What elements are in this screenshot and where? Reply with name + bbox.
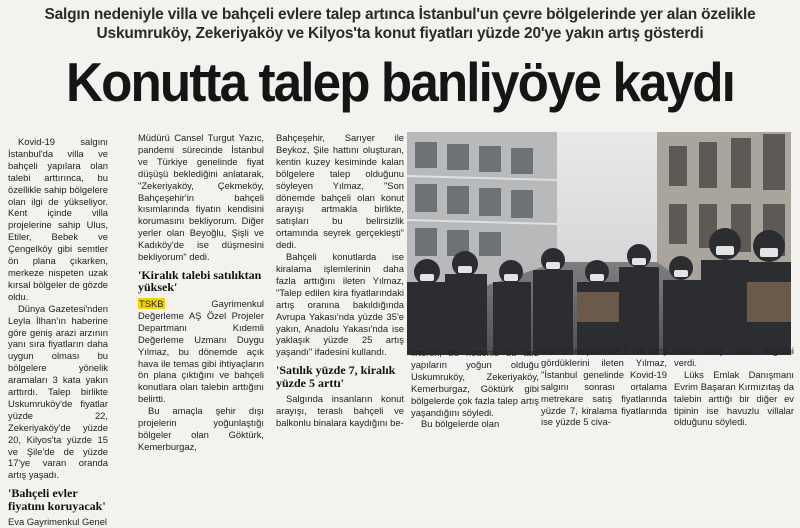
paragraph: Lüks Emlak Danışmanı Evrim Başaran Kırmızıtaş da talebin arttığı bir diğer ev tipinin ise havuzlu villalar olduğunu söyledi. — [674, 368, 794, 428]
paragraph: Müdürü Cansel Turgut Yazıc, pandemi sürecinde İstanbul ve Türkiye genelinde fiyat düşüşü beklediğini anlatarak, "Zekeriyaköy, Çekmeköy, Bahçeşehir'in bahçeli kısımlarında fiyatın kendisini korumasını bekliyorum. Diğer yerler olan Beyoğlu, Şişli ve Kadıköy'de ise düşmesini bekliyorum" dedi. — [138, 132, 264, 263]
paragraph: rında artış oldu" bilgisini verdi. — [674, 345, 794, 368]
street-crowd-photo — [407, 132, 791, 355]
paragraph: Salgında insanların konut arayışı, teraslı bahçeli ve balkonlu binalara kaydığını be- — [276, 393, 404, 429]
paragraph: Dünya Gazetesi'nden Leyla İlhan'ın haberine göre geniş arazi arzının yanı sıra fiyatların daha uygun olması bu bölgelere yönelik aramaları 3 kata yakın arttırdı. Talep birlikte Uskumruköy'de fiyatlar yüzde 22, Zekeriyaköy'de yüzde 20, Kilyos'ta yüzde 15 ve Şile'de de yüzde 17'ye varan oranda artış yaşadı. — [8, 302, 108, 481]
paragraph: arama taleplerinde 2 kat artış gördüklerini ileten Yılmaz, "İstanbul genelinde Kovid-19 salgını sonrası ortalama metrekare satış fiyatlarında yüzde 7, kiralama fiyatlarında ise yüzde 5 civa- — [541, 345, 667, 428]
column-2 — [138, 132, 264, 453]
paragraph: lirterek, bu nedenle bu tarz yapıların yoğun olduğu Uskumruköy, Zekeriyaköy, Kemerburgaz, Göktürk gibi bölgelerde çok fazla talep artış yaşandığını söyledi. — [411, 347, 539, 418]
paragraph: Bahçeli konutlarda ise kiralama işlemlerinin daha fazla arttığını ileten Yılmaz, "Talep edilen kira fiyatlarındaki artış oranına bakıldığında Avrupa Yakası'nda yüzde 35'e yakın, Anadolu Yakası'nda ise yaklaşık yüzde 25 artış yaşandı" ifadesini kullandı. — [276, 251, 404, 358]
subheadline-line-2: Uskumruköy, Zekeriyaköy ve Kilyos'ta konut fiyatları yüzde 20'ye yakın artış gösterdi — [96, 25, 704, 42]
paragraph: Bahçeşehir, Sarıyer ile Beykoz, Şile hattını oluşturan, kentin kuzey kesiminde kalan bölgelere talep olduğunu söyleyen Yılmaz, "Son dönemde bahçeli olan konut arayışı artmakla birlikte, satışları bu belirsizlik ortamında seyrek gerçekleşti" dedi. — [276, 132, 404, 251]
paragraph: Bu bölgelerde olan — [421, 418, 500, 430]
column-4 — [411, 347, 539, 430]
subhead: 'Kiralık talebi satılıktan yüksek' — [138, 267, 262, 295]
paragraph: Bu amaçla şehir dışı projelerin yoğunlaştığı bölgeler olan Göktürk, Kemerburgaz, — [138, 405, 264, 452]
headline: Konutta talep banliyöye kaydı — [65, 51, 735, 113]
column-3 — [276, 132, 404, 429]
column-5 — [541, 345, 667, 428]
column-1 — [8, 136, 108, 528]
tskb-tag: TSKB — [139, 297, 164, 309]
paragraph-text: Gayrimenkul Değerleme AŞ Özel Projeler Departmanı Kıdemli Değerleme Uzmanı Duygu Yılmaz, bu dönemde açık hava ile temas gibi ihtiyaçların ön plana çıktığını ve bahçeli konutlara olan talebin arttığını belirtti. — [138, 297, 264, 405]
paragraph — [138, 298, 264, 405]
column-6 — [674, 345, 794, 428]
paragraph: Kovid-19 salgını İstanbul'da villa ve bahçeli yapılara olan talebi arttırınca, bu özellikle sahip bölgelere olan ilgi de yükseliyor. Kent içinde villa projelerine sahip Ulus, Etiler, Bebek ve Çengelköy gibi semtler ön plana çıkarken, merkeze nispeten uzak kırsal bölgeler de gözde oldu. — [8, 136, 108, 302]
paragraph: Eva Gayrimenkul Genel — [8, 516, 108, 528]
subheadline-line-1: Salgın nedeniyle villa ve bahçeli evlere talep artınca İstanbul'un çevre bölgelerinde yer alan özelikle — [44, 6, 756, 23]
subhead: 'Satılık yüzde 7, kiralık yüzde 5 arttı' — [276, 363, 396, 390]
subhead: 'Bahçeli evler fiyatını koruyacak' — [8, 486, 106, 513]
